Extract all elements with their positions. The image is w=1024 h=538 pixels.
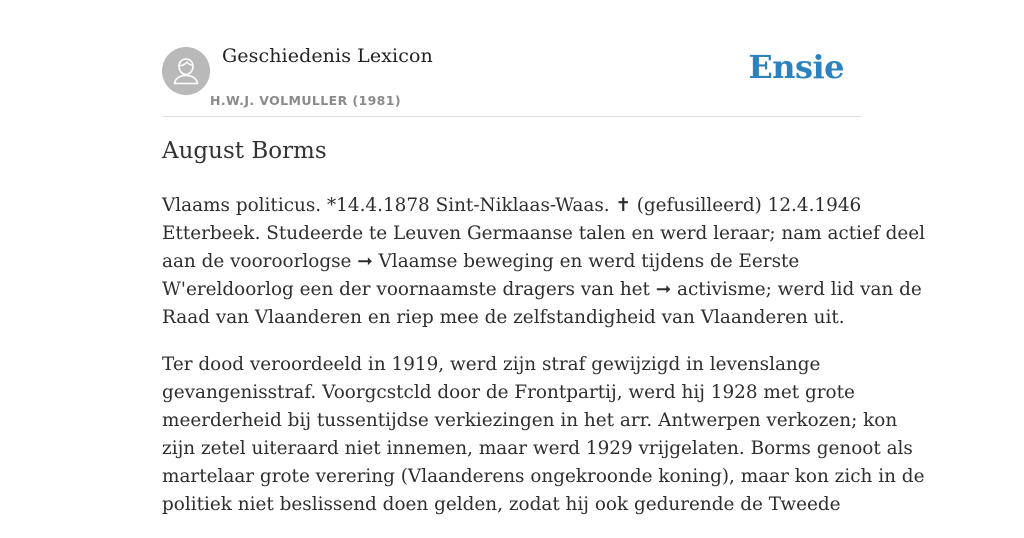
article-body: [162, 192, 926, 538]
author-credit: H.W.J. VOLMULLER (1981): [210, 93, 401, 108]
paragraph-line: meerderheid bij tussentijdse verkiezingen in het arr. Antwerpen verkozen; kon: [162, 410, 898, 431]
paragraph-line: gevangenisstraf. Voorgcstcld door de Frontpartij, werd hij 1928 met grote: [162, 382, 855, 403]
paragraph-line: aan de vooroorlogse ➞ Vlaamse beweging en werd tijdens de Eerste: [162, 251, 800, 272]
paragraph-line: zijn zetel uiteraard niet innemen, maar werd 1929 vrijgelaten. Borms genoot als: [162, 438, 913, 459]
paragraph-line: politiek niet beslissend doen gelden, zodat hij ook gedurende de Tweede: [162, 494, 841, 515]
user-icon[interactable]: [162, 47, 210, 95]
paragraph-line: martelaar grote verering (Vlaanderens ongekroonde koning), maar kon zich in de: [162, 466, 925, 487]
paragraph-line: Raad van Vlaanderen en riep mee de zelfstandigheid van Vlaanderen uit.: [162, 307, 845, 328]
paragraph-line: Ter dood veroordeeld in 1919, werd zijn straf gewijzigd in levenslange: [162, 354, 821, 375]
lexicon-header: [162, 0, 862, 117]
paragraph-line: Etterbeek. Studeerde te Leuven Germaanse talen en werd leraar; nam actief deel: [162, 223, 926, 244]
lexicon-name-link[interactable]: Geschiedenis Lexicon: [222, 45, 433, 67]
paragraph-line: W'ereldoorlog een der voornaamste dragers van het ➞ activisme; werd lid van de: [162, 279, 922, 300]
ensie-logo[interactable]: Ensie: [748, 48, 844, 86]
article-paragraph: [162, 192, 926, 332]
paragraph-line: Vlaams politicus. *14.4.1878 Sint-Niklaas-Waas. ✝ (gefusilleerd) 12.4.1946: [162, 195, 862, 216]
article-paragraph: [162, 351, 925, 519]
article-page: [162, 0, 926, 515]
article-title: August Borms: [162, 138, 327, 164]
